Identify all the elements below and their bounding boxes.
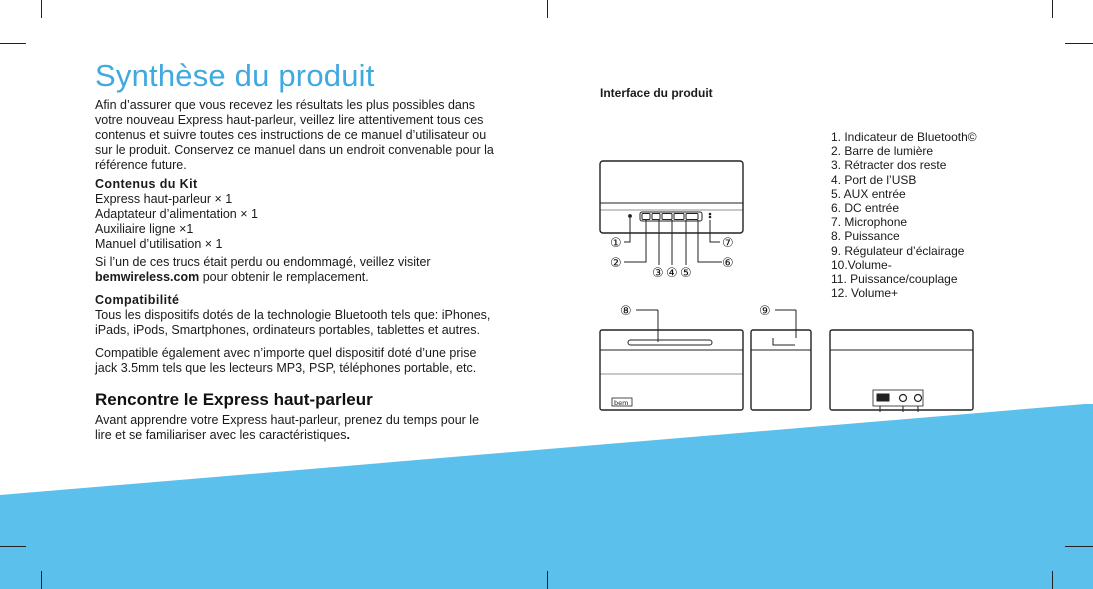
- replacement-line: Si l’un de ces trucs était perdu ou endommagé, veillez visiter: [95, 255, 431, 269]
- callout-4: ④: [666, 266, 678, 281]
- compat-jack-paragraph: [95, 346, 476, 376]
- callout-7: ⑦: [722, 236, 734, 251]
- callout-labels: [610, 236, 771, 319]
- compat-line: iPads, iPods, Smartphones, ordinateurs portables, tablettes et autres.: [95, 323, 480, 337]
- callout-5: ⑤: [680, 266, 692, 281]
- meet-line: Avant apprendre votre Express haut-parleur, prenez du temps pour le: [95, 413, 480, 427]
- meet-period: .: [346, 428, 350, 442]
- legend-item: 9. Régulateur d’éclairage: [831, 243, 965, 258]
- kit-item: Express haut-parleur × 1: [95, 192, 233, 206]
- callout-1: ①: [610, 236, 622, 251]
- replacement-line-rest: pour obtenir le remplacement.: [199, 270, 369, 284]
- legend-item: 1. Indicateur de Bluetooth©: [831, 130, 977, 144]
- callout-3: ③: [652, 266, 664, 281]
- legend-item: 8. Puissance: [831, 229, 900, 244]
- interface-title: Interface du produit: [600, 86, 713, 100]
- compat-section: [95, 293, 490, 338]
- kit-section: [95, 177, 258, 252]
- speaker-side-view: [751, 310, 811, 410]
- callout-8: ⑧: [620, 304, 632, 319]
- intro-line: sur le produit. Conservez ce manuel dans un endroit convenable pour la: [95, 143, 494, 157]
- intro-line: référence future.: [95, 158, 187, 172]
- meet-paragraph: [95, 413, 479, 443]
- callout-9: ⑨: [759, 304, 771, 319]
- legend-item: 12. Volume+: [831, 286, 899, 301]
- callout-2: ②: [610, 256, 622, 271]
- legend-item: 7. Microphone: [831, 215, 908, 230]
- legend-item: 10.Volume-: [831, 257, 892, 272]
- intro-line: Afin d’assurer que vous recevez les résultats les plus possibles dans: [95, 98, 476, 112]
- legend-item: 11. Puissance/couplage: [831, 272, 958, 287]
- compat-jack-line: jack 3.5mm tels que les lecteurs MP3, PSP, téléphones portable, etc.: [95, 361, 477, 375]
- replacement-paragraph: [95, 255, 431, 285]
- legend-item: 3. Rétracter dos reste: [831, 158, 947, 173]
- kit-item: Auxiliaire ligne ×1: [95, 222, 194, 236]
- legend-item: 5. AUX entrée: [831, 186, 906, 201]
- compat-heading: Compatibilité: [95, 293, 180, 307]
- meet-heading: Rencontre le Express haut-parleur: [95, 390, 373, 409]
- meet-line: lire et se familiariser avec les caractéristiques: [95, 428, 347, 442]
- bem-logo: bem: [614, 399, 629, 407]
- speaker-front-view: [600, 310, 743, 410]
- legend-item: 6. DC entrée: [831, 201, 900, 216]
- callout-6: ⑥: [722, 256, 734, 271]
- product-diagram: [590, 150, 990, 420]
- kit-item: Manuel d’utilisation × 1: [95, 237, 223, 251]
- intro-paragraph: [95, 98, 494, 173]
- page-title: Synthèse du produit: [95, 58, 375, 93]
- kit-item: Adaptateur d’alimentation × 1: [95, 207, 258, 221]
- intro-line: contenus et suivre toutes ces instructions de ce manuel d’utilisateur ou: [95, 128, 487, 142]
- speaker-back-view: [830, 330, 973, 412]
- compat-jack-line: Compatible également avec n’importe quel dispositif doté d’une prise: [95, 346, 477, 360]
- website-link[interactable]: bemwireless.com: [95, 270, 200, 284]
- intro-line: votre nouveau Express haut-parleur, veillez lire attentivement tous ces: [95, 113, 484, 127]
- legend-item: 2. Barre de lumière: [831, 144, 934, 159]
- legend-item: 4. Port de l’USB: [831, 172, 917, 187]
- kit-heading: Contenus du Kit: [95, 177, 198, 191]
- compat-line: Tous les dispositifs dotés de la technologie Bluetooth tels que: iPhones,: [95, 308, 491, 322]
